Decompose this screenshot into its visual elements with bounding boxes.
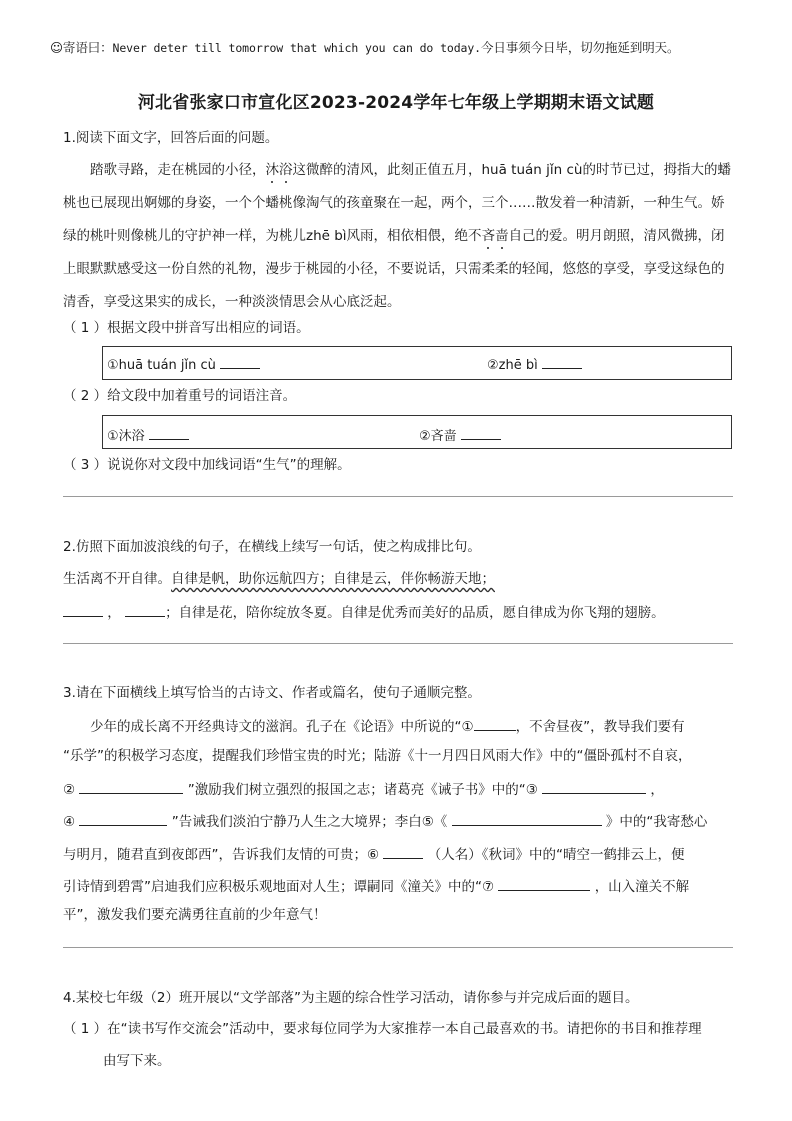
q3-row1-text-a: 少年的成长离不开经典诗文的滋润。孔子在《论语》中所说的“① <box>90 719 474 735</box>
emphasis-char-mu: 沐 <box>265 162 279 178</box>
q1-passage-part2: 这微醉的清风，此刻正值五月，huā tuán jǐn cù的时节已过，拇指大的蟠桃也已展现出婀娜的身姿，一个个蟠桃像淘气的孩童聚在一起，两个，三个……散发着一种清新，一种生 <box>63 162 731 211</box>
q1-sub2-item-b <box>419 425 501 444</box>
q4-sub1: （ 1 ）在“读书写作交流会”活动中，要求每位同学为大家推荐一本自己最喜欢的书。请把你的书目和推荐理 <box>63 1021 702 1037</box>
q1-sub2: （ 2 ）给文段中加着重号的词语注音。 <box>63 388 297 404</box>
q3-row1-text-b: ，不舍昼夜”，教导我们要有 <box>515 719 685 735</box>
q3-row3-text-c: ， <box>650 782 664 798</box>
q3-row5-text-a: 与明月，随君直到夜郎西”，告诉我们友情的可贵；⑥ <box>63 847 380 863</box>
q2-wavy-sentence: 自律是帆，助你远航四方；自律是云，伴你畅游天地； <box>171 571 495 587</box>
q1-sub2-item-b-label: ②吝啬 <box>419 429 457 444</box>
q1-sub2-item-a-label: ①沐浴 <box>107 429 145 444</box>
q2-comma: ， <box>107 605 121 621</box>
emphasis-char-yu: 浴 <box>279 162 293 178</box>
q2-line2-rest: ；自律是花，陪你绽放冬夏。自律是优秀而美好的品质，愿自律成为你飞翔的翅膀。 <box>165 605 665 621</box>
answer-blank-3[interactable] <box>542 781 646 794</box>
answer-line[interactable] <box>63 496 733 497</box>
q1-stem: 1.阅读下面文字，回答后面的问题。 <box>63 130 279 146</box>
answer-blank[interactable] <box>542 356 582 369</box>
motto-english: Never deter till tomorrow that which you can do today. <box>112 41 482 55</box>
q1-sub1-item-a-label: ①huā tuán jǐn cù <box>107 358 216 373</box>
q1-sub2-answer-box <box>102 415 732 449</box>
q2-line1-intro: 生活离不开自律。 <box>63 571 171 587</box>
q2-line2 <box>63 604 665 621</box>
motto-line <box>50 38 679 56</box>
q1-passage-part3: 气。娇绿的桃叶则像桃儿的守护神一样，为桃儿zhē bì风雨，相依相偎，绝不 <box>63 195 725 244</box>
q3-row6-text-b: ，山入潼关不解 <box>594 879 690 895</box>
answer-blank-6[interactable] <box>383 846 423 859</box>
answer-blank[interactable] <box>220 356 260 369</box>
answer-blank[interactable] <box>125 604 165 617</box>
q1-sub3: （ 3 ）说说你对文段中加线词语“生气”的理解。 <box>63 457 351 473</box>
q4-sub1-continued: 由写下来。 <box>103 1053 171 1069</box>
q3-row5-text-b: （人名）《秋词》中的“晴空一鹤排云上，便 <box>427 847 685 863</box>
answer-blank-1[interactable] <box>474 718 516 731</box>
q3-row7: 平”，激发我们要充满勇往直前的少年意气！ <box>63 907 327 923</box>
q3-row1 <box>90 718 685 735</box>
q3-row3-text-a: ② <box>63 782 76 798</box>
q3-row4-text-b: ”告诫我们淡泊宁静乃人生之大境界；李白⑤《 <box>171 814 448 830</box>
answer-blank[interactable] <box>149 427 189 440</box>
q3-row3 <box>63 781 664 798</box>
q1-passage <box>63 154 733 319</box>
q1-sub1-answer-box <box>102 346 732 380</box>
q2-line1 <box>63 573 495 587</box>
q3-row6-text-a: 引诗情到碧霄”启迪我们应积极乐观地面对人生；谭嗣同《潼关》中的“⑦ <box>63 879 495 895</box>
page-title: 河北省张家口市宣化区2023-2024学年七年级上学期期末语文试题 <box>137 93 655 113</box>
motto-prefix: ☺寄语曰： <box>50 40 113 55</box>
q1-sub1-item-b <box>487 356 582 373</box>
answer-blank-2[interactable] <box>79 781 183 794</box>
q3-row4-text-c: 》中的“我寄愁心 <box>605 814 708 830</box>
emphasis-char-lin: 吝 <box>481 228 496 244</box>
q1-sub1-item-a <box>107 356 260 373</box>
motto-chinese: 今日事须今日毕，切勿拖延到明天。 <box>481 40 680 55</box>
q1-passage-part1: 踏歌寻路，走在桃园的小径， <box>90 162 266 178</box>
answer-blank-7[interactable] <box>498 878 590 891</box>
q1-passage-part4: 自己的爱。明月朗照，清风微拂，闭上眼默默感受这一份自然的礼物，漫步于桃园的小径，不要说话，只需柔柔的轻闻，悠悠的享受，享受这绿色的清香，享受这果实的成长，一种淡淡情思会从心底泛起。 <box>63 228 725 310</box>
q2-stem: 2.仿照下面加波浪线的句子，在横线上续写一句话，使之构成排比句。 <box>63 539 481 555</box>
section-divider <box>63 947 733 948</box>
q3-row4-text-a: ④ <box>63 814 76 830</box>
emphasis-char-se: 啬 <box>495 228 509 244</box>
section-divider <box>63 643 733 644</box>
q3-row5 <box>63 846 684 863</box>
answer-blank[interactable] <box>461 427 501 440</box>
q3-row6 <box>63 878 689 895</box>
q1-sub1-item-b-label: ②zhē bì <box>487 358 538 373</box>
q3-row3-text-b: ”激励我们树立强烈的报国之志；诸葛亮《诫子书》中的“③ <box>187 782 538 798</box>
q1-sub2-item-a <box>107 425 189 444</box>
q3-row4 <box>63 813 707 830</box>
q3-row2: “乐学”的积极学习态度，提醒我们珍惜宝贵的时光；陆游《十一月四日风雨大作》中的“僵卧孤村不自哀， <box>63 748 692 764</box>
answer-blank-5[interactable] <box>452 813 602 826</box>
answer-blank[interactable] <box>63 604 103 617</box>
q3-stem: 3.请在下面横线上填写恰当的古诗文、作者或篇名，使句子通顺完整。 <box>63 685 481 701</box>
q4-stem: 4.某校七年级（2）班开展以“文学部落”为主题的综合性学习活动，请你参与并完成后面的题目。 <box>63 990 639 1006</box>
answer-blank-4[interactable] <box>79 813 167 826</box>
q1-sub1: （ 1 ）根据文段中拼音写出相应的词语。 <box>63 320 310 336</box>
